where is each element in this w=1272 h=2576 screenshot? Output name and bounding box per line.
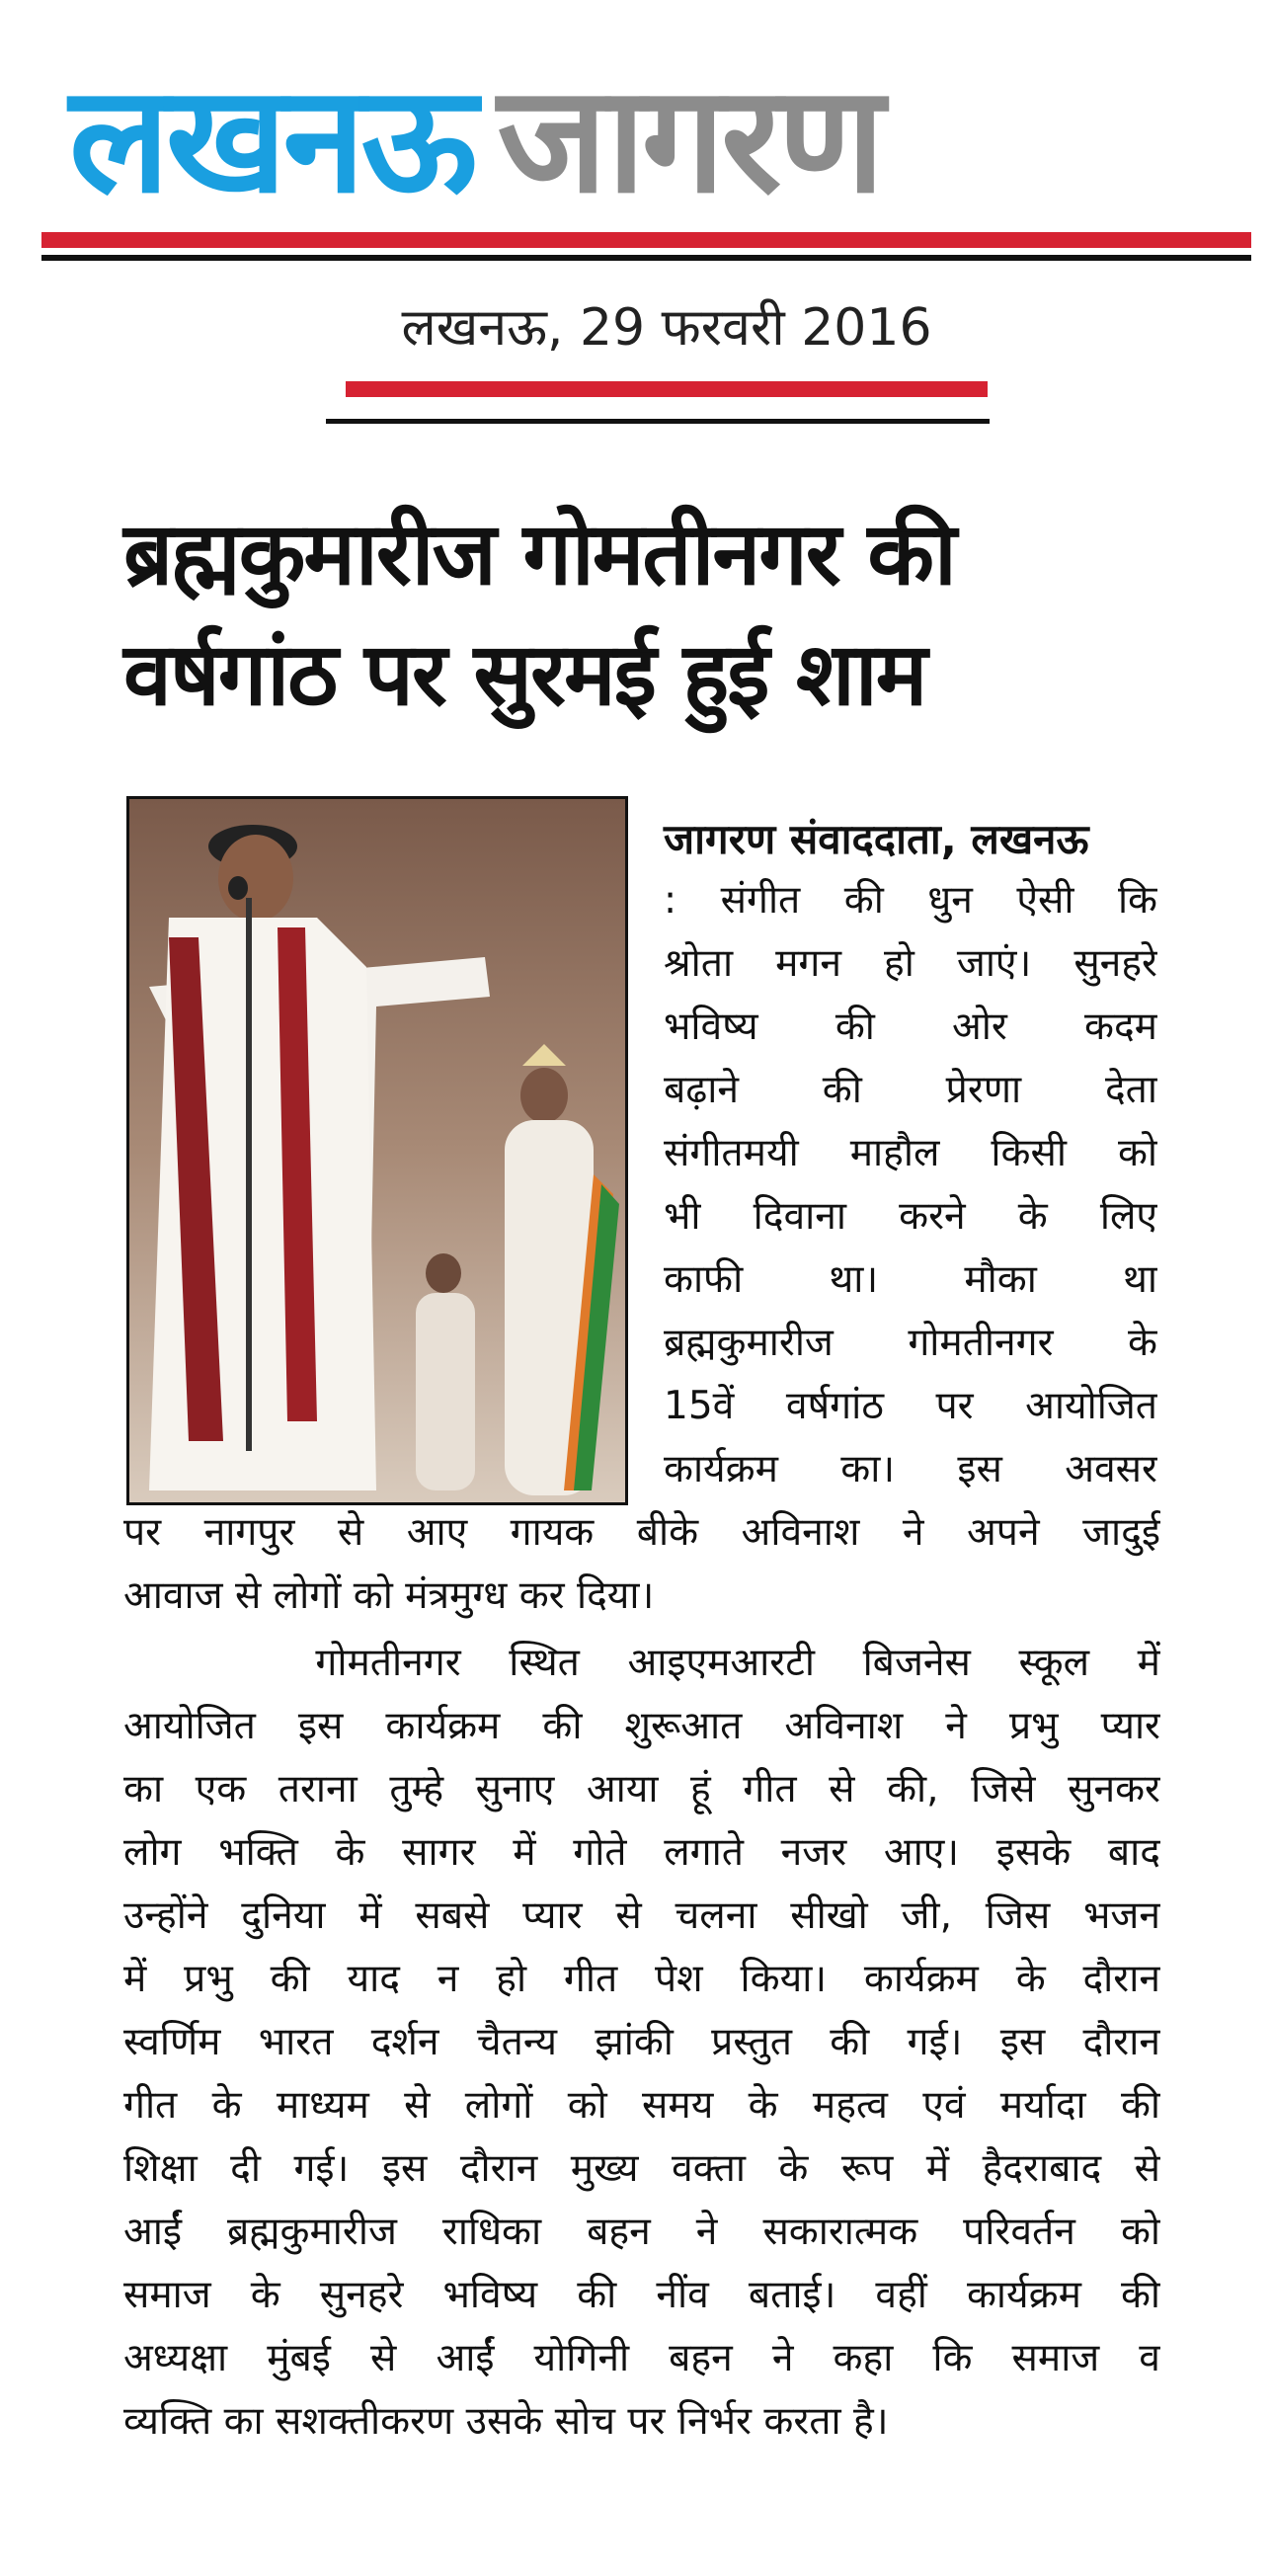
body-line: आयोजित इस कार्यक्रम की शुरूआत अविनाश ने प्रभु प्यार <box>123 1704 1160 1748</box>
masthead-black-rule <box>41 255 1251 261</box>
dateline: लखनऊ, 29 फरवरी 2016 <box>401 298 932 358</box>
column-line: 15वें वर्षगांठ पर आयोजित <box>664 1384 1157 1428</box>
body-line: गीत के माध्यम से लोगों को समय के महत्व एवं मर्यादा की <box>123 2083 1160 2128</box>
body-line: आवाज से लोगों को मंत्रमुग्ध कर दिया। <box>123 1573 655 1618</box>
column-line: संगीतमयी माहौल किसी को <box>664 1131 1157 1175</box>
body-line: में प्रभु की याद न हो गीत पेश किया। कार्यक्रम के दौरान <box>123 1957 1160 2001</box>
dateline-red-rule <box>346 381 988 397</box>
byline: जागरण संवाददाता, लखनऊ <box>664 815 1089 863</box>
body-line: गोमतीनगर स्थित आइएमआरटी बिजनेस स्कूल में <box>123 1641 1160 1685</box>
masthead-red-rule <box>41 232 1251 248</box>
body-line: शिक्षा दी गई। इस दौरान मुख्य वक्ता के रूप में हैदराबाद से <box>123 2146 1160 2191</box>
body-line: लोग भक्ति के सागर में गोते लगाते नजर आए। इसके बाद <box>123 1830 1160 1875</box>
body-line: स्वर्णिम भारत दर्शन चैतन्य झांकी प्रस्तुत की गई। इस दौरान <box>123 2020 1160 2064</box>
headline: ब्रह्मकुमारीज गोमतीनगर की वर्षगांठ पर सुरमई हुई शाम <box>123 503 955 725</box>
masthead <box>0 0 1272 358</box>
column-line: : संगीत की धुन ऐसी कि <box>664 878 1157 923</box>
body-line: व्यक्ति का सशक्तीकरण उसके सोच पर निर्भर करता है। <box>123 2399 889 2444</box>
logo-paper-name: जागरण <box>497 54 881 226</box>
body-line: उन्होंने दुनिया में सबसे प्यार से चलना सीखो जी, जिस भजन <box>123 1893 1160 1938</box>
column-line: भी दिवाना करने के लिए <box>664 1194 1157 1239</box>
body-line: आईं ब्रह्मकुमारीज राधिका बहन ने सकारात्मक परिवर्तन को <box>123 2210 1160 2254</box>
body-line: का एक तराना तुम्हे सुनाए आया हूं गीत से की, जिसे सुनकर <box>123 1767 1160 1811</box>
logo-city-name: लखनऊ <box>69 54 474 226</box>
column-line: बढ़ाने की प्रेरणा देता <box>664 1068 1157 1112</box>
body-line: पर नागपुर से आए गायक बीके अविनाश ने अपने जादुई <box>123 1510 1160 1555</box>
column-line: भविष्य की ओर कदम <box>664 1005 1157 1049</box>
column-line: ब्रह्मकुमारीज गोमतीनगर के <box>664 1321 1157 1365</box>
column-line: काफी था। मौका था <box>664 1257 1157 1302</box>
body-line: अध्यक्षा मुंबई से आईं योगिनी बहन ने कहा कि समाज व <box>123 2336 1160 2380</box>
column-line: श्रोता मगन हो जाएं। सुनहरे <box>664 941 1157 986</box>
dateline-black-rule <box>326 419 990 424</box>
article-photo <box>126 796 628 1505</box>
column-line: कार्यक्रम का। इस अवसर <box>664 1447 1157 1491</box>
newspaper-logo <box>69 51 1205 229</box>
body-line: समाज के सुनहरे भविष्य की नींव बताई। वहीं कार्यक्रम की <box>123 2273 1160 2317</box>
